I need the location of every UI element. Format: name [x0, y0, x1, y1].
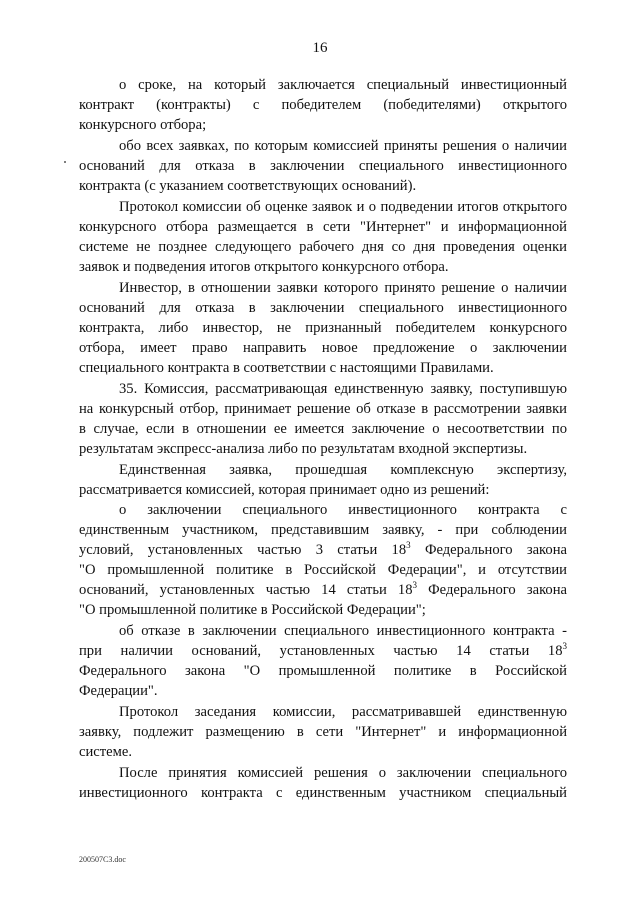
text-line: заявок и подведения итогов открытого конкурсного отбора. [79, 259, 449, 275]
superscript: 3 [412, 580, 418, 590]
text-line: системе. [79, 744, 132, 760]
text-line: специального контракта в соответствии с настоящими Правилами. [79, 360, 494, 376]
text-line: Протокол комиссии об оценке заявок и о подведении итогов открытого [119, 199, 567, 215]
text-run: условий, установленных частью 3 статьи 18 [79, 542, 407, 558]
superscript: 3 [562, 641, 567, 651]
text-line: оснований для отказа в заключении специального инвестиционного [79, 300, 567, 316]
text-line: Протокол заседания комиссии, рассматривавшей единственную [119, 704, 567, 720]
text-line: о заключении специального инвестиционного контракта с [119, 502, 567, 518]
text-run: Федерального закона [417, 582, 568, 598]
scan-speck [64, 161, 66, 163]
text-line: об отказе в заключении специального инвестиционного контракта - [119, 623, 567, 639]
text-line: контракт (контракты) с победителем (победителями) открытого [79, 97, 567, 113]
text-line: "О промышленной политике в Российской Федерации"; [79, 602, 426, 618]
text-line: контракта, либо инвестор, не признанный победителем конкурсного [79, 320, 567, 336]
text-line: "О промышленной политике в Российской Федерации", и отсутствии [79, 562, 567, 578]
text-line: рассматривается комиссией, которая принимает одно из решений: [79, 482, 490, 498]
text-line: единственным участником, представившим заявку, - при соблюдении [79, 522, 567, 538]
file-name-footer: 200507C3.doc [79, 855, 126, 864]
text-line [79, 641, 567, 661]
text-line: конкурсного отбора размещается в сети "Интернет" и информационной [79, 219, 567, 235]
text-run: Федерального закона [410, 542, 567, 558]
text-line: в случае, если в отношении ее имеется заключение о несоответствии по [79, 421, 567, 437]
text-line: контракта (с указанием соответствующих оснований). [79, 178, 417, 194]
text-line [79, 580, 567, 600]
text-line: на конкурсный отбор, принимает решение об отказе в рассмотрении заявки [79, 401, 567, 417]
text-line [79, 540, 567, 560]
text-line: Инвестор, в отношении заявки которого принято решение о наличии [119, 280, 567, 296]
text-line: обо всех заявках, по которым комиссией приняты решения о наличии [119, 138, 567, 154]
page-number: 16 [312, 40, 328, 56]
text-line: Федерации". [79, 683, 158, 699]
text-line: После принятия комиссией решения о заключении специального [119, 765, 567, 781]
text-line: о сроке, на который заключается специальный инвестиционный [119, 77, 567, 93]
text-line: отбора, имеет право направить новое предложение о заключении [79, 340, 567, 356]
text-run: при наличии оснований, установленных частью 14 статьи 18 [79, 643, 563, 659]
text-line: оснований для отказа в заключении специального инвестиционного [79, 158, 567, 174]
text-line: 35. Комиссия, рассматривающая единственную заявку, поступившую [119, 381, 567, 397]
text-line: Федерального закона "О промышленной политике в Российской [79, 663, 567, 679]
text-line: конкурсного отбора; [79, 117, 207, 133]
text-line: результатам экспресс-анализа либо по результатам входной экспертизы. [79, 441, 528, 457]
text-line: инвестиционного контракта с единственным участником специальный [79, 785, 567, 801]
text-run: оснований, установленных частью 14 статьи 18 [79, 582, 413, 598]
text-line: заявку, подлежит размещению в сети "Интернет" и информационной [79, 724, 567, 740]
text-line: системе не позднее следующего рабочего дня со дня проведения оценки [79, 239, 567, 255]
text-line: Единственная заявка, прошедшая комплексную экспертизу, [119, 462, 567, 478]
superscript: 3 [406, 540, 411, 550]
